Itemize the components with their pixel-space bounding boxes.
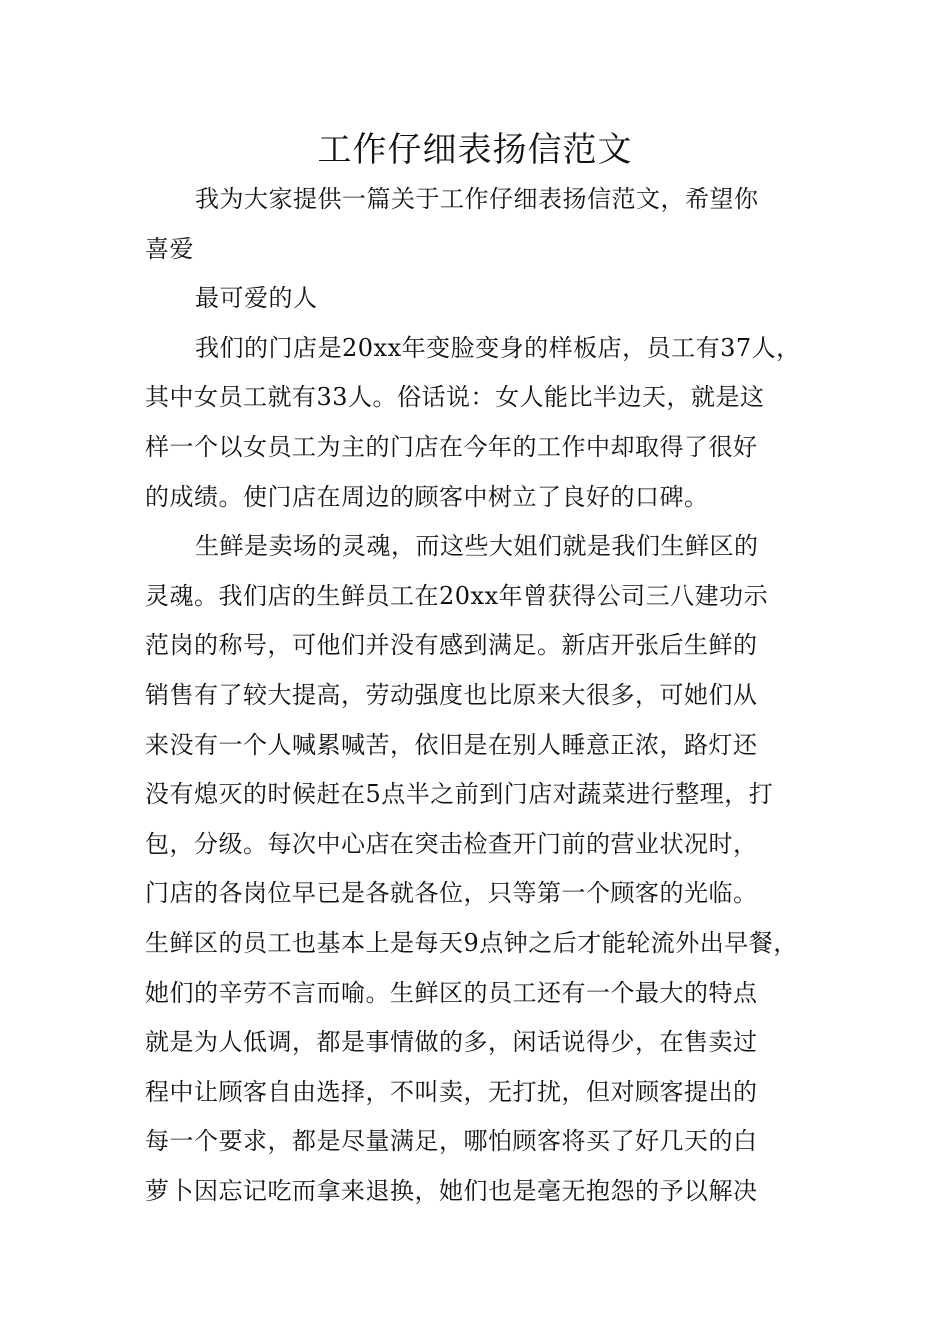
text-line: 我为大家提供一篇关于工作仔细表扬信范文，希望你: [195, 185, 759, 213]
text-line: 喜爱: [145, 234, 194, 263]
text-line: 门店的各岗位早已是各就各位，只等第一个顾客的光临。: [145, 879, 758, 908]
text-line: 我们的门店是20xx年变脸变身的样板店，员工有37人，: [195, 333, 801, 362]
text-line: 最可爱的人: [195, 284, 318, 313]
text-line: 灵魂。我们店的生鲜员工在20xx年曾获得公司三八建功示: [145, 581, 769, 610]
text-line: 没有熄灭的时候赶在5点半之前到门店对蔬菜进行整理，打: [145, 780, 774, 809]
text-line: 其中女员工就有33人。俗话说：女人能比半边天，就是这: [145, 383, 765, 412]
text-line: 范岗的称号，可他们并没有感到满足。新店开张后生鲜的: [145, 631, 758, 660]
text-line: 的成绩。使门店在周边的顾客中树立了良好的口碑。: [145, 482, 709, 511]
text-line: 每一个要求，都是尽量满足，哪怕顾客将买了好几天的白: [145, 1127, 758, 1156]
text-line: 样一个以女员工为主的门店在今年的工作中却取得了很好: [145, 432, 758, 461]
text-line: 来没有一个人喊累喊苦，依旧是在别人睡意正浓，路灯还: [145, 730, 758, 759]
text-line: 包，分级。每次中心店在突击检查开门前的营业状况时，: [145, 829, 758, 858]
text-line: 程中让顾客自由选择，不叫卖，无打扰，但对顾客提出的: [145, 1077, 758, 1106]
text-line: 就是为人低调，都是事情做的多，闲话说得少，在售卖过: [145, 1028, 758, 1057]
text-line: 萝卜因忘记吃而拿来退换，她们也是毫无抱怨的予以解决: [145, 1176, 758, 1205]
text-line: 生鲜区的员工也基本上是每天9点钟之后才能轮流外出早餐，: [145, 928, 798, 957]
text-line: 生鲜是卖场的灵魂，而这些大姐们就是我们生鲜区的: [195, 532, 759, 561]
text-line: 她们的辛劳不言而喻。生鲜区的员工还有一个最大的特点: [145, 978, 758, 1007]
document-body: [145, 175, 825, 1216]
text-line: 销售有了较大提高，劳动强度也比原来大很多，可她们从: [145, 680, 758, 709]
document-title: 工作仔细表扬信范文: [317, 130, 633, 170]
